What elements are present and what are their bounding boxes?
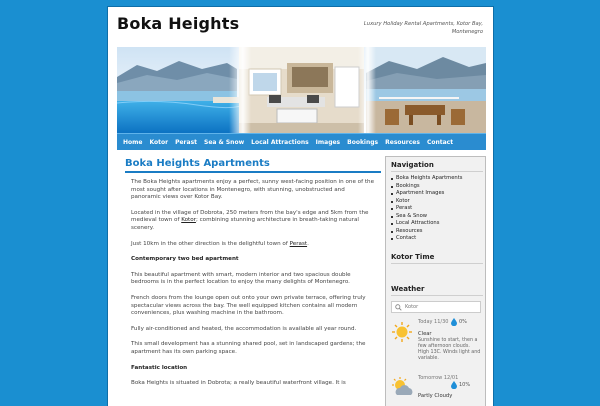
kotor-time-title: Kotor Time [391, 253, 483, 264]
page-heading: Boka Heights Apartments [125, 158, 381, 173]
today-description: Sunshine to start, then a few afternoon clouds. High 13C. Winds light and variable. [418, 338, 481, 361]
main-nav [117, 133, 486, 150]
site-header [108, 7, 493, 47]
nav-local-attractions[interactable]: Local Attractions [251, 138, 309, 146]
kotor-link[interactable]: Kotor [181, 217, 196, 224]
raindrop-icon [451, 381, 457, 389]
tomorrow-condition: Partly Cloudy [418, 393, 453, 399]
nav-sea-snow[interactable]: Sea & Snow [204, 138, 245, 146]
perast-link[interactable]: Perast [289, 240, 308, 247]
sidebar [385, 156, 486, 406]
dobrota-paragraph: Boka Heights is situated in Dobrota; a really beautiful waterfront village. It is [131, 380, 346, 387]
location-paragraph [131, 210, 375, 233]
raindrop-icon [451, 318, 457, 326]
today-date-label: Today 11/30 [418, 319, 449, 325]
sidebar-item-resources[interactable]: Resources [391, 228, 483, 236]
weather-today [391, 319, 483, 369]
sidebar-item-local-attractions[interactable]: Local Attractions [391, 220, 483, 228]
nav-home[interactable]: Home [123, 138, 143, 146]
location-text: Located in the village of Dobrota, 250 meters from the bay's edge and 5km from the medieval town of [131, 209, 369, 224]
tomorrow-precip: 10% [459, 382, 471, 388]
nav-contact[interactable]: Contact [426, 138, 454, 146]
page-container [107, 6, 494, 406]
nav-images[interactable]: Images [315, 138, 341, 146]
weather-tomorrow [391, 375, 483, 406]
nav-bookings[interactable]: Bookings [347, 138, 379, 146]
sidebar-item-contact[interactable]: Contact [391, 235, 483, 243]
weather-widget [391, 285, 483, 406]
sidebar-item-kotor[interactable]: Kotor [391, 198, 483, 206]
location-text-end: ; combining stunning architecture in breath-taking natural scenery. [131, 217, 359, 231]
subheading-location: Fantastic location [131, 364, 188, 371]
nav-resources[interactable]: Resources [385, 138, 420, 146]
today-condition: Clear [418, 331, 432, 337]
today-precip: 0% [459, 319, 467, 325]
subheading-apartment: Contemporary two bed apartment [131, 256, 239, 263]
pool-paragraph: This small development has a stunning shared pool, set in landscaped gardens; the apartment has its own parking space. [131, 341, 366, 355]
sidebar-item-images[interactable]: Apartment Images [391, 190, 483, 198]
apartment-paragraph: This beautiful apartment with smart, modern interior and two spacious double bedrooms is in the perfect location to enjoy the many delights of Montenegro. [131, 271, 351, 286]
nav-kotor[interactable]: Kotor [149, 138, 169, 146]
perast-paragraph [131, 241, 375, 249]
tomorrow-date-label: Tomorrow 12/01 [418, 375, 459, 381]
sidebar-item-perast[interactable]: Perast [391, 205, 483, 213]
intro-paragraph: The Boka Heights apartments enjoy a perfect, sunny west-facing position in one of the most sought after locations in Montenegro, with stunning, unobstructed and panoramic views over Kotor Bay. [131, 179, 375, 201]
sun-icon [391, 321, 413, 343]
weather-title: Weather [391, 285, 483, 296]
sidebar-item-sea-snow[interactable]: Sea & Snow [391, 213, 483, 221]
perast-text: Just 10km in the other direction is the delightful town of [131, 240, 290, 247]
weather-search-box [391, 301, 481, 313]
search-icon[interactable] [395, 304, 402, 311]
sidebar-navigation [391, 161, 483, 243]
weather-location-input[interactable] [405, 304, 477, 310]
kotor-time-widget [391, 253, 483, 267]
site-title[interactable]: Boka Heights [117, 14, 240, 33]
sidebar-nav-title: Navigation [391, 161, 483, 172]
sidebar-item-apartments[interactable]: Boka Heights Apartments [391, 175, 483, 183]
nav-perast[interactable]: Perast [175, 138, 198, 146]
partly-cloudy-icon [391, 377, 415, 399]
terrace-paragraph: French doors from the lounge open out onto your own private terrace, offering truly spectacular views across the bay. The well equipped kitchen contains all modern conveniences, plus washing machine in the bathroom. [131, 294, 366, 317]
header-banner-image [117, 47, 486, 133]
aircon-paragraph: Fully air-conditioned and heated, the accommodation is available all year round. [131, 325, 357, 332]
sidebar-item-bookings[interactable]: Bookings [391, 183, 483, 191]
site-tagline: Luxury Holiday Rental Apartments, Kotor Bay, Montenegro [363, 21, 483, 35]
main-content [125, 158, 381, 396]
perast-text-end: . [307, 240, 309, 247]
